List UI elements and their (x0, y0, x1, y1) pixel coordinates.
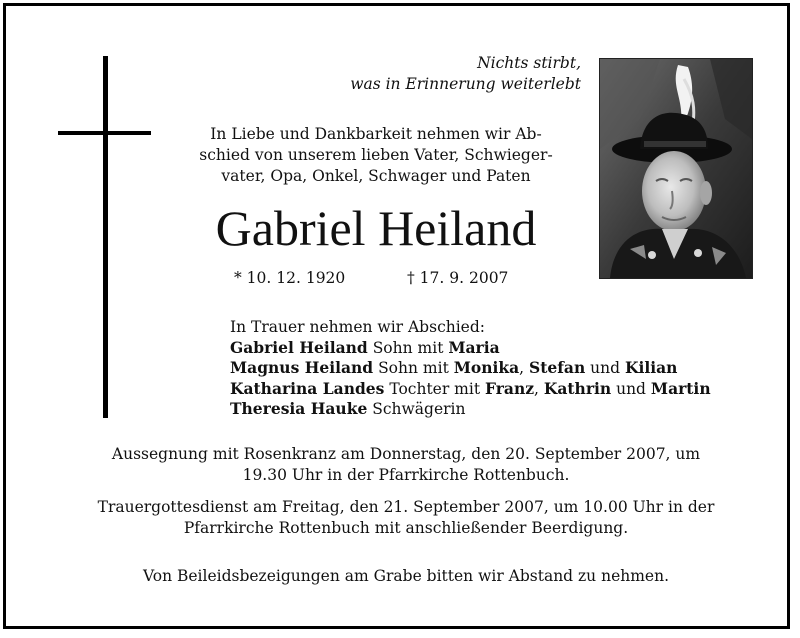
mourner-relation: Sohn mit (367, 338, 449, 357)
motto (276, 53, 581, 95)
intro-line-2: schied von unserem lieben Vater, Schwieger- (199, 146, 553, 164)
death-date: † 17. 9. 2007 (407, 269, 509, 287)
separator: und (611, 379, 651, 398)
separator: , (519, 359, 530, 378)
mourner-name: Theresia Hauke (230, 399, 368, 419)
blessing-line-2: 19.30 Uhr in der Pfarrkirche Rottenbuch. (242, 466, 570, 484)
service-line-2: Pfarrkirche Rottenbuch mit anschließender Beerdigung. (183, 519, 629, 537)
mourner-name: Gabriel Heiland (230, 337, 368, 357)
motto-line-1: Nichts stirbt, (477, 54, 581, 72)
birth-date: * 10. 12. 1920 (234, 269, 346, 287)
intro-text (161, 124, 591, 187)
separator: und (585, 359, 625, 378)
cross-icon-horizontal (58, 131, 151, 135)
mourner-family: Monika (453, 358, 520, 378)
motto-line-2: was in Erinnerung weiterlebt (350, 75, 581, 93)
service-line-1: Trauergottesdienst am Freitag, den 21. September 2007, um 10.00 Uhr in der (97, 498, 715, 516)
mourner-family: Kilian (624, 358, 678, 378)
mourner-relation: Sohn mit (373, 359, 454, 378)
mourner-family: Franz (485, 378, 535, 398)
blessing-line-1: Aussegnung mit Rosenkranz am Donnerstag, den 20. September 2007, um (111, 445, 701, 463)
mourner-name: Magnus Heiland (230, 358, 374, 378)
mourners-heading: In Trauer nehmen wir Abschied: (230, 318, 486, 336)
obituary-notice (3, 3, 790, 629)
intro-line-1: In Liebe und Dankbarkeit nehmen wir Ab- (210, 125, 542, 143)
mourner-family: Martin (650, 378, 711, 398)
portrait-photo-icon (600, 59, 752, 278)
mourner-family: Stefan (529, 358, 586, 378)
deceased-name: Gabriel Heiland (215, 200, 537, 256)
portrait-photo (599, 58, 753, 279)
mourner-name: Katharina Landes (230, 378, 385, 398)
mourner-relation: Schwägerin (367, 400, 466, 419)
mourner-row (230, 358, 790, 379)
separator: , (534, 379, 544, 398)
mourners-list (230, 317, 790, 420)
mourner-relation: Tochter mit (384, 379, 485, 398)
cross-icon-vertical (103, 56, 108, 418)
intro-line-3: vater, Opa, Onkel, Schwager und Paten (221, 167, 531, 185)
blessing-notice (36, 444, 776, 486)
mourner-row (230, 399, 790, 420)
mourner-row (230, 338, 790, 359)
condolence-notice: Von Beileidsbezeigungen am Grabe bitten wir Abstand zu nehmen. (142, 567, 670, 585)
mourner-row (230, 379, 790, 400)
mourner-family: Maria (448, 337, 500, 357)
mourner-family: Kathrin (543, 378, 612, 398)
service-notice (36, 497, 776, 539)
